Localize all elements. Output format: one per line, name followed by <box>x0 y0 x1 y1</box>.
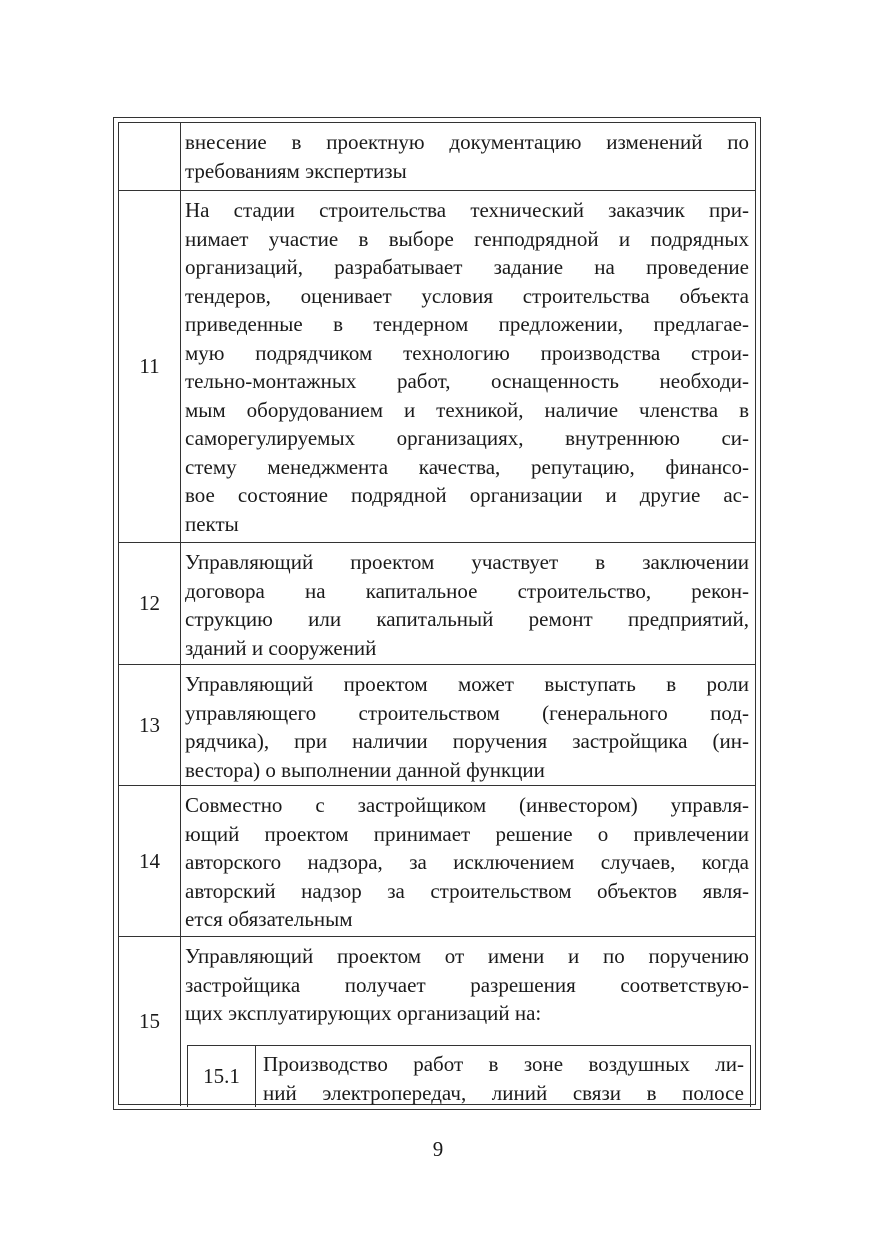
row-number: 12 <box>119 543 181 664</box>
text-line: мым оборудованием и техникой, наличие членства в <box>185 397 749 422</box>
nested-table <box>187 1045 751 1107</box>
table-row <box>119 123 755 191</box>
row-number: 11 <box>119 191 181 542</box>
row-text <box>185 791 749 934</box>
text-line: ется обязательным <box>185 907 353 931</box>
text-line: Производство работ в зоне воздушных ли- <box>263 1052 744 1076</box>
text-line: застройщика получает разрешения соответствую- <box>185 972 749 997</box>
text-line: мую подрядчиком технологию производства строи- <box>185 340 749 365</box>
text-line: вестора) о выполнении данной функции <box>185 757 545 782</box>
text-line: стему менеджмента качества, репутацию, финансо- <box>185 454 749 479</box>
text-line: Управляющий проектом может выступать в роли <box>185 672 749 696</box>
text-line: тендеров, оценивает условия строительства объекта <box>185 283 749 308</box>
text-line: договора на капитальное строительство, рекон- <box>185 578 749 603</box>
table-row <box>119 786 755 937</box>
subrow-number: 15.1 <box>188 1046 256 1107</box>
text-line: организаций, разрабатывает задание на проведение <box>185 255 749 279</box>
row-number: 15 <box>119 937 181 1106</box>
row-text <box>185 128 749 185</box>
text-line: тельно-монтажных работ, оснащенность необходи- <box>185 369 749 393</box>
page-number: 9 <box>432 1137 444 1161</box>
text-line: зданий и сооружений <box>185 635 377 660</box>
text-line: ющий проектом принимает решение о привлечении <box>185 821 749 846</box>
text-line: щих эксплуатирующих организаций на: <box>185 1001 542 1025</box>
text-line: внесение в проектную документацию изменений по <box>185 130 749 154</box>
text-line: На стадии строительства технический заказчик при- <box>185 198 749 222</box>
text-line: вое состояние подрядной организации и другие ас- <box>185 483 749 507</box>
table-outer-frame <box>113 117 761 1110</box>
table-row <box>119 543 755 665</box>
text-line: пекты <box>185 511 239 536</box>
text-line: управляющего строительством (генерального под- <box>185 700 749 725</box>
text-line: саморегулируемых организациях, внутреннюю си- <box>185 426 749 450</box>
text-line: нимает участие в выборе генподрядной и подрядных <box>185 226 749 251</box>
row-text <box>185 942 749 1028</box>
subrow-text <box>263 1050 744 1107</box>
text-line: Управляющий проектом от имени и по поручению <box>185 944 749 968</box>
text-line: струкцию или капитальный ремонт предприятий, <box>185 607 749 631</box>
row-text <box>185 548 749 662</box>
text-line: требованиям экспертизы <box>185 158 407 183</box>
row-text <box>185 670 749 784</box>
row-number: 13 <box>119 665 181 785</box>
row-number <box>119 123 181 190</box>
row-number: 14 <box>119 786 181 936</box>
text-line: авторского надзора, за исключением случаев, когда <box>185 850 749 874</box>
text-line: Совместно с застройщиком (инвестором) управля- <box>185 793 749 817</box>
table-row <box>119 665 755 786</box>
table-row <box>119 937 755 1106</box>
text-line: приведенные в тендерном предложении, предлагае- <box>185 312 749 336</box>
row-text <box>185 196 749 538</box>
text-line: рядчика), при наличии поручения застройщика (ин- <box>185 729 749 753</box>
text-line: Управляющий проектом участвует в заключении <box>185 550 749 574</box>
table <box>118 122 756 1105</box>
text-line: авторский надзор за строительством объектов явля- <box>185 878 749 903</box>
text-line: ний электропередач, линий связи в полосе <box>263 1080 744 1105</box>
table-row <box>119 191 755 543</box>
